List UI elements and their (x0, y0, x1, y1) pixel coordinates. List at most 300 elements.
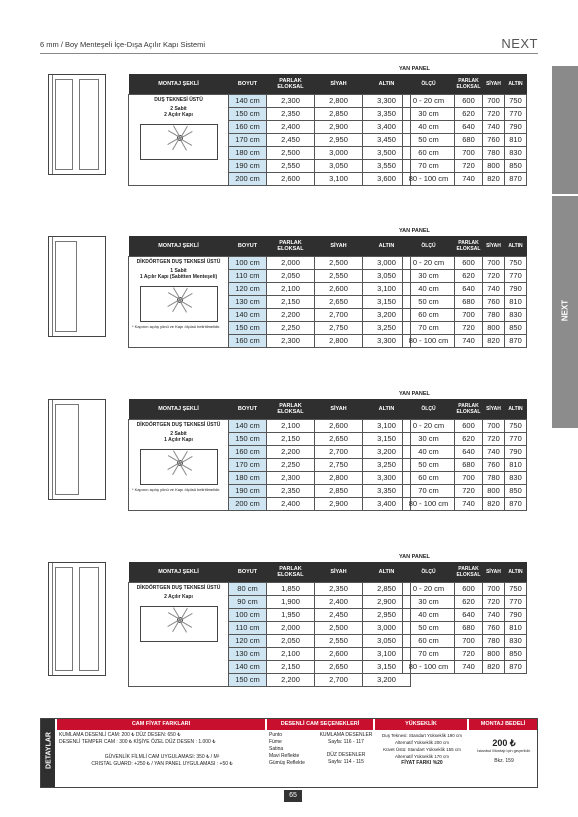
size-cell: 80 - 100 cm (403, 172, 455, 185)
price-cell: 2,450 (267, 133, 315, 146)
price-cell: 850 (505, 159, 527, 172)
column-header: SİYAH (483, 562, 505, 582)
table-row (403, 107, 527, 120)
column-header: PARLAK ELOKSAL (267, 74, 315, 94)
size-cell: 80 cm (229, 582, 267, 595)
price-cell: 2,400 (315, 595, 363, 608)
size-cell: 50 cm (403, 458, 455, 471)
size-cell: 100 cm (229, 256, 267, 269)
side-tab-next (552, 196, 578, 428)
size-cell: 80 - 100 cm (403, 660, 455, 673)
price-cell: 640 (455, 282, 483, 295)
shower-door-drawing (48, 74, 106, 175)
column-header: ÖLÇÜ (403, 562, 455, 582)
size-cell: 170 cm (229, 458, 267, 471)
montaj-description (129, 94, 229, 185)
shower-tray-icon (140, 606, 218, 642)
size-cell: 60 cm (403, 471, 455, 484)
column-header: ALTIN (505, 74, 527, 94)
price-cell: 3,400 (363, 497, 411, 510)
price-cell: 810 (505, 458, 527, 471)
size-cell: 70 cm (403, 647, 455, 660)
price-cell: 2,650 (315, 660, 363, 673)
price-cell: 800 (483, 159, 505, 172)
size-cell: 180 cm (229, 471, 267, 484)
montaj-bedeli-head: MONTAJ BEDELİ (469, 719, 537, 730)
table-row (403, 146, 527, 159)
size-cell: 200 cm (229, 497, 267, 510)
price-cell: 870 (505, 497, 527, 510)
price-cell: 680 (455, 133, 483, 146)
price-cell: 810 (505, 133, 527, 146)
table-row (403, 660, 527, 673)
column-header: MONTAJ ŞEKLİ (129, 236, 229, 256)
column-header: PARLAK ELOKSAL (267, 236, 315, 256)
price-cell: 820 (483, 172, 505, 185)
price-cell: 2,400 (267, 497, 315, 510)
price-cell: 2,050 (267, 634, 315, 647)
price-cell: 2,350 (267, 484, 315, 497)
size-cell: 0 - 20 cm (403, 582, 455, 595)
table-row (129, 94, 411, 107)
price-cell: 770 (505, 595, 527, 608)
price-cell: 760 (483, 621, 505, 634)
price-cell: 740 (455, 172, 483, 185)
shower-tray-icon (140, 124, 218, 160)
shower-tray-icon (140, 449, 218, 485)
column-header: PARLAK ELOKSAL (267, 399, 315, 419)
montaj-description (129, 419, 229, 510)
column-header: PARLAK ELOKSAL (455, 236, 483, 256)
price-cell: 600 (455, 256, 483, 269)
table-row (403, 133, 527, 146)
price-cell: 2,500 (315, 256, 363, 269)
price-cell: 800 (483, 321, 505, 334)
price-cell: 2,250 (267, 458, 315, 471)
montaj-description (129, 582, 229, 686)
price-cell: 830 (505, 146, 527, 159)
price-cell: 600 (455, 582, 483, 595)
price-cell: 2,600 (315, 282, 363, 295)
column-header: ALTIN (505, 562, 527, 582)
price-cell: 680 (455, 621, 483, 634)
size-cell: 140 cm (229, 660, 267, 673)
table-row (129, 582, 411, 595)
price-cell: 780 (483, 634, 505, 647)
price-cell: 2,200 (267, 445, 315, 458)
price-cell: 820 (483, 334, 505, 347)
shower-tray-icon (140, 286, 218, 322)
price-cell: 2,700 (315, 445, 363, 458)
price-cell: 1,900 (267, 595, 315, 608)
price-cell: 740 (483, 445, 505, 458)
price-cell: 2,800 (315, 334, 363, 347)
price-cell: 700 (455, 308, 483, 321)
price-cell: 2,700 (315, 308, 363, 321)
size-cell: 180 cm (229, 146, 267, 159)
price-cell: 2,400 (267, 120, 315, 133)
price-cell: 820 (483, 497, 505, 510)
size-cell: 120 cm (229, 282, 267, 295)
price-cell: 810 (505, 621, 527, 634)
price-cell: 3,300 (363, 471, 411, 484)
price-cell: 2,300 (267, 334, 315, 347)
price-cell: 2,550 (315, 269, 363, 282)
price-cell: 680 (455, 295, 483, 308)
desen-pages: KUMLAMA DESENLER Sayfa: 116 - 117 DÜZ DESENLER Sayfa: 114 - 115 (319, 732, 373, 765)
size-cell: 190 cm (229, 484, 267, 497)
price-cell: 2,750 (315, 321, 363, 334)
page-number: 65 (284, 790, 302, 802)
size-cell: 0 - 20 cm (403, 94, 455, 107)
column-header: SİYAH (315, 399, 363, 419)
yukseklik-head: YÜKSEKLİK (375, 719, 467, 730)
price-cell: 700 (483, 582, 505, 595)
price-cell: 700 (483, 94, 505, 107)
desen-list: Punto Füme Satina Mavi Reflekte Gümüş Reflekte (269, 732, 305, 766)
price-cell: 3,100 (363, 419, 411, 432)
table-row (403, 647, 527, 660)
details-label: DETAYLAR (41, 719, 55, 787)
price-cell: 3,200 (363, 308, 411, 321)
size-cell: 130 cm (229, 647, 267, 660)
price-cell: 3,500 (363, 146, 411, 159)
price-cell: 3,000 (363, 621, 411, 634)
table-row (403, 256, 527, 269)
size-cell: 120 cm (229, 634, 267, 647)
price-cell: 3,550 (363, 159, 411, 172)
price-cell: 780 (483, 471, 505, 484)
column-header: SİYAH (315, 74, 363, 94)
price-cell: 640 (455, 445, 483, 458)
price-cell: 3,000 (315, 146, 363, 159)
price-cell: 640 (455, 120, 483, 133)
column-header: BOYUT (229, 236, 267, 256)
price-cell: 620 (455, 269, 483, 282)
shower-door-drawing (48, 236, 106, 337)
size-cell: 0 - 20 cm (403, 419, 455, 432)
price-cell: 2,650 (315, 295, 363, 308)
price-cell: 2,300 (267, 471, 315, 484)
size-cell: 70 cm (403, 159, 455, 172)
column-header: ÖLÇÜ (403, 236, 455, 256)
price-cell: 2,900 (315, 120, 363, 133)
price-cell: 720 (455, 159, 483, 172)
price-cell: 720 (455, 321, 483, 334)
price-cell: 620 (455, 595, 483, 608)
price-cell: 830 (505, 634, 527, 647)
size-cell: 140 cm (229, 308, 267, 321)
price-cell: 620 (455, 107, 483, 120)
column-header: SİYAH (483, 236, 505, 256)
column-header: BOYUT (229, 562, 267, 582)
montaj-subtitle: 2 Açılır Kapı (164, 593, 193, 600)
size-cell: 160 cm (229, 120, 267, 133)
price-cell: 750 (505, 256, 527, 269)
price-cell: 2,500 (267, 146, 315, 159)
price-cell: 3,400 (363, 120, 411, 133)
price-cell: 720 (483, 595, 505, 608)
price-cell: 740 (455, 334, 483, 347)
price-cell: 3,250 (363, 321, 411, 334)
size-cell: 110 cm (229, 269, 267, 282)
price-cell: 700 (483, 256, 505, 269)
price-cell: 2,700 (315, 673, 363, 686)
price-cell: 3,200 (363, 673, 411, 686)
price-cell: 2,000 (267, 256, 315, 269)
price-cell: 780 (483, 146, 505, 159)
price-cell: 740 (483, 120, 505, 133)
size-cell: 170 cm (229, 133, 267, 146)
price-cell: 2,350 (315, 582, 363, 595)
price-cell: 3,350 (363, 484, 411, 497)
size-cell: 0 - 20 cm (403, 256, 455, 269)
montaj-subtitle: 2 Sabit 2 Açılır Kapı (164, 105, 193, 118)
table-row (129, 256, 411, 269)
price-cell: 750 (505, 419, 527, 432)
price-cell: 810 (505, 295, 527, 308)
column-header: ALTIN (505, 399, 527, 419)
size-cell: 130 cm (229, 295, 267, 308)
size-cell: 30 cm (403, 107, 455, 120)
shower-door-drawing (48, 399, 106, 500)
table-row (403, 621, 527, 634)
size-cell: 30 cm (403, 269, 455, 282)
price-cell: 2,900 (315, 497, 363, 510)
price-cell: 2,050 (267, 269, 315, 282)
price-cell: 830 (505, 308, 527, 321)
side-tab-top (552, 66, 578, 194)
yan-panel-table (402, 562, 527, 674)
price-cell: 2,100 (267, 282, 315, 295)
table-row (403, 159, 527, 172)
table-row (403, 120, 527, 133)
column-header: MONTAJ ŞEKLİ (129, 399, 229, 419)
price-cell: 2,600 (267, 172, 315, 185)
price-cell: 3,100 (315, 172, 363, 185)
price-cell: 790 (505, 282, 527, 295)
size-cell: 140 cm (229, 419, 267, 432)
price-cell: 2,150 (267, 295, 315, 308)
table-row (403, 295, 527, 308)
yan-panel-label: YAN PANEL (399, 66, 430, 72)
price-cell: 870 (505, 660, 527, 673)
size-cell: 150 cm (229, 107, 267, 120)
price-cell: 720 (455, 484, 483, 497)
price-cell: 3,300 (363, 334, 411, 347)
price-cell: 3,050 (363, 269, 411, 282)
price-cell: 790 (505, 608, 527, 621)
price-cell: 770 (505, 269, 527, 282)
yukseklik-body: Duş Teknesi: Standart Yükseklik 190 cm Alternatif Yükseklik 200 cm Küvet Üstü: Standart Yükseklik 155 cm Alternatif Yükseklik 170 cm FİYAT FARKI %20 (381, 733, 463, 766)
size-cell: 70 cm (403, 321, 455, 334)
size-cell: 80 - 100 cm (403, 497, 455, 510)
price-cell: 870 (505, 334, 527, 347)
price-cell: 2,600 (315, 419, 363, 432)
yan-panel-table (402, 399, 527, 511)
price-cell: 2,600 (315, 647, 363, 660)
price-cell: 2,100 (267, 419, 315, 432)
price-cell: 3,100 (363, 647, 411, 660)
montaj-subtitle: 2 Sabit 1 Açılır Kapı (164, 430, 193, 443)
size-cell: 200 cm (229, 172, 267, 185)
size-cell: 30 cm (403, 595, 455, 608)
column-header: PARLAK ELOKSAL (455, 74, 483, 94)
desenli-cam-head: DESENLİ CAM SEÇENEKLERİ (267, 719, 373, 730)
price-cell: 750 (505, 94, 527, 107)
price-cell: 2,900 (363, 595, 411, 608)
price-cell: 720 (483, 107, 505, 120)
price-cell: 2,150 (267, 660, 315, 673)
price-cell: 2,250 (267, 321, 315, 334)
page-header (40, 38, 538, 54)
size-cell: 60 cm (403, 634, 455, 647)
price-cell: 2,300 (267, 94, 315, 107)
price-cell: 740 (483, 282, 505, 295)
price-cell: 700 (483, 419, 505, 432)
price-cell: 760 (483, 295, 505, 308)
price-cell: 740 (483, 608, 505, 621)
yan-panel-label: YAN PANEL (399, 554, 430, 560)
price-table (128, 74, 411, 186)
table-row (403, 608, 527, 621)
size-cell: 160 cm (229, 445, 267, 458)
price-cell: 3,450 (363, 133, 411, 146)
size-cell: 40 cm (403, 445, 455, 458)
price-cell: 3,150 (363, 432, 411, 445)
montaj-description (129, 256, 229, 347)
price-cell: 760 (483, 458, 505, 471)
price-cell: 2,950 (363, 608, 411, 621)
montaj-title: DİKDÖRTGEN DUŞ TEKNESİ ÜSTÜ (136, 584, 221, 591)
price-cell: 1,850 (267, 582, 315, 595)
price-cell: 850 (505, 647, 527, 660)
price-cell: 800 (483, 484, 505, 497)
price-cell: 790 (505, 120, 527, 133)
price-cell: 3,000 (363, 256, 411, 269)
size-cell: 30 cm (403, 432, 455, 445)
montaj-note: * Kapının açılış yönü ve Kapı ölçüsü belirtilmelidir. (132, 323, 221, 329)
details-footer (40, 718, 538, 788)
price-cell: 2,100 (267, 647, 315, 660)
price-cell: 3,150 (363, 660, 411, 673)
montaj-subtitle: 1 Sabit 1 Açılır Kapı (Sabitten Menteşeli) (139, 267, 218, 280)
price-cell: 800 (483, 647, 505, 660)
montaj-title: DİKDÖRTGEN DUŞ TEKNESİ ÜSTÜ (136, 258, 221, 265)
price-cell: 720 (455, 647, 483, 660)
price-cell: 2,750 (315, 458, 363, 471)
price-cell: 770 (505, 432, 527, 445)
size-cell: 150 cm (229, 673, 267, 686)
table-row (403, 458, 527, 471)
column-header: BOYUT (229, 74, 267, 94)
price-cell: 2,950 (315, 133, 363, 146)
table-row (403, 282, 527, 295)
size-cell: 50 cm (403, 295, 455, 308)
side-tab-label: NEXT (560, 299, 570, 322)
price-cell: 700 (455, 634, 483, 647)
price-cell: 750 (505, 582, 527, 595)
price-cell: 2,500 (315, 621, 363, 634)
table-row (403, 432, 527, 445)
price-cell: 2,800 (315, 471, 363, 484)
shower-door-drawing (48, 562, 106, 676)
price-cell: 3,200 (363, 445, 411, 458)
column-header: MONTAJ ŞEKLİ (129, 74, 229, 94)
price-cell: 2,850 (363, 582, 411, 595)
price-cell: 700 (455, 146, 483, 159)
price-cell: 850 (505, 484, 527, 497)
table-row (403, 497, 527, 510)
montaj-title: DİKDÖRTGEN DUŞ TEKNESİ ÜSTÜ (136, 421, 221, 428)
table-row (403, 595, 527, 608)
size-cell: 50 cm (403, 621, 455, 634)
price-cell: 720 (483, 432, 505, 445)
table-row (403, 634, 527, 647)
price-cell: 740 (455, 660, 483, 673)
price-table (128, 236, 411, 348)
price-cell: 2,800 (315, 94, 363, 107)
price-cell: 600 (455, 94, 483, 107)
column-header: SİYAH (483, 399, 505, 419)
price-cell: 2,200 (267, 673, 315, 686)
price-cell: 3,600 (363, 172, 411, 185)
column-header: PARLAK ELOKSAL (267, 562, 315, 582)
size-cell: 40 cm (403, 120, 455, 133)
column-header: PARLAK ELOKSAL (455, 562, 483, 582)
price-cell: 2,150 (267, 432, 315, 445)
price-cell: 2,000 (267, 621, 315, 634)
price-cell: 2,850 (315, 107, 363, 120)
size-cell: 50 cm (403, 133, 455, 146)
cam-fiyat-head: CAM FİYAT FARKLARI (57, 719, 265, 730)
price-cell: 680 (455, 458, 483, 471)
table-row (403, 484, 527, 497)
price-cell: 850 (505, 321, 527, 334)
size-cell: 40 cm (403, 608, 455, 621)
table-row (129, 419, 411, 432)
price-cell: 3,050 (315, 159, 363, 172)
price-cell: 3,250 (363, 458, 411, 471)
price-cell: 830 (505, 471, 527, 484)
price-cell: 3,150 (363, 295, 411, 308)
price-cell: 2,350 (267, 107, 315, 120)
yan-panel-table (402, 236, 527, 348)
column-header: ALTIN (505, 236, 527, 256)
montaj-title: DUŞ TEKNESİ ÜSTÜ (154, 96, 203, 103)
price-cell: 2,650 (315, 432, 363, 445)
table-row (403, 308, 527, 321)
table-row (403, 445, 527, 458)
table-row (403, 172, 527, 185)
size-cell: 40 cm (403, 282, 455, 295)
size-cell: 100 cm (229, 608, 267, 621)
size-cell: 60 cm (403, 146, 455, 159)
cam-fiyat-body: KUMLAMA DESENLİ CAM: 200 ₺ DÜZ DESEN: 650 ₺ DESENLİ TEMPER CAM : 300 ₺ KİŞİYE ÖZEL DÜZ DESEN : 1.000 ₺ GÜVENLİK FİLMLİ CAM UYGULAMASI: 350 ₺ / M² CRISTAL GUARD: +250 ₺ / YAN PANEL UYGULAMASI : +50 ₺ (59, 732, 233, 767)
price-cell: 700 (455, 471, 483, 484)
size-cell: 140 cm (229, 94, 267, 107)
table-row (403, 269, 527, 282)
table-row (403, 94, 527, 107)
column-header: MONTAJ ŞEKLİ (129, 562, 229, 582)
price-cell: 2,200 (267, 308, 315, 321)
montaj-note: * Kapının açılış yönü ve Kapı ölçüsü belirtilmelidir. (132, 486, 221, 492)
price-cell: 620 (455, 432, 483, 445)
price-cell: 780 (483, 308, 505, 321)
price-cell: 740 (455, 497, 483, 510)
size-cell: 150 cm (229, 432, 267, 445)
size-cell: 150 cm (229, 321, 267, 334)
